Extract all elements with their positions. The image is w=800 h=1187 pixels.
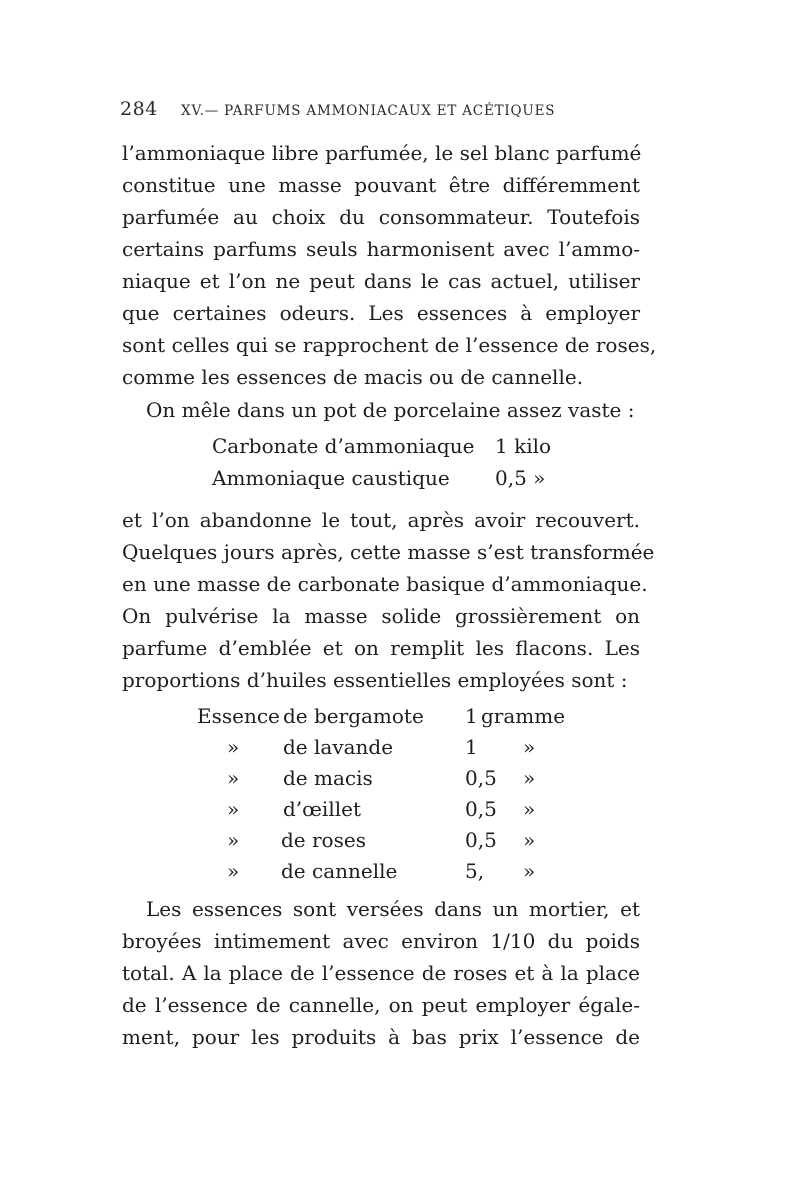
text-line: total. A la place de l’essence de roses et à la place bbox=[122, 961, 640, 985]
text-line: que certaines odeurs. Les essences à employer bbox=[122, 301, 640, 325]
ditto-mark: » bbox=[227, 828, 240, 852]
ingredient-unit: » bbox=[523, 828, 536, 852]
text-line: en une masse de carbonate basique d’ammoniaque. bbox=[122, 572, 648, 596]
text-line: comme les essences de macis ou de cannelle. bbox=[122, 365, 584, 389]
ingredient-unit: gramme bbox=[481, 704, 566, 728]
ingredient-qty: 0,5 » bbox=[495, 466, 546, 490]
ingredient-unit: » bbox=[523, 766, 536, 790]
page-number: 284 bbox=[120, 98, 158, 120]
page-header bbox=[120, 98, 580, 120]
ingredient-name: de roses bbox=[281, 828, 366, 852]
text-line: proportions d’huiles essentielles employées sont : bbox=[122, 668, 628, 692]
ingredient-qty: 0,5 bbox=[465, 797, 497, 821]
text-line: parfume d’emblée et on remplit les flacons. Les bbox=[122, 636, 640, 660]
ditto-mark: » bbox=[227, 735, 240, 759]
text-line: Quelques jours après, cette masse s’est transformée bbox=[122, 540, 655, 564]
text-line: niaque et l’on ne peut dans le cas actuel, utiliser bbox=[122, 269, 640, 293]
ingredient-name: de bergamote bbox=[283, 704, 424, 728]
text-line: On pulvérise la masse solide grossièrement on bbox=[122, 604, 640, 628]
text-line: parfumée au choix du consommateur. Toutefois bbox=[122, 205, 640, 229]
text-line: Les essences sont versées dans un mortier, et bbox=[146, 897, 640, 921]
ingredient-unit: » bbox=[523, 735, 536, 759]
text-line: de l’essence de cannelle, on peut employer égale- bbox=[122, 993, 640, 1017]
ingredient-name: Ammoniaque caustique bbox=[212, 466, 450, 490]
ingredient-unit: » bbox=[523, 797, 536, 821]
ingredient-qty: 1 kilo bbox=[495, 434, 552, 458]
ingredient-name: Carbonate d’ammoniaque bbox=[212, 434, 475, 458]
ingredient-name: de macis bbox=[283, 766, 373, 790]
ingredient-name: de cannelle bbox=[281, 859, 398, 883]
recipe-intro: On mêle dans un pot de porcelaine assez vaste : bbox=[146, 398, 635, 422]
ditto-mark: » bbox=[227, 859, 240, 883]
ingredient-name: d’œillet bbox=[283, 797, 361, 821]
text-line: l’ammoniaque libre parfumée, le sel blanc parfumé bbox=[122, 141, 642, 165]
ingredient-prefix: Essence bbox=[197, 704, 280, 728]
ditto-mark: » bbox=[227, 797, 240, 821]
ingredient-qty: 1 bbox=[465, 735, 478, 759]
ingredient-name: de lavande bbox=[283, 735, 394, 759]
text-line: broyées intimement avec environ 1/10 du poids bbox=[122, 929, 640, 953]
text-line: constitue une masse pouvant être différemment bbox=[122, 173, 640, 197]
ingredient-unit: » bbox=[523, 859, 536, 883]
ingredient-qty: 1 bbox=[465, 704, 478, 728]
ingredient-qty: 0,5 bbox=[465, 828, 497, 852]
text-line: sont celles qui se rapprochent de l’essence de roses, bbox=[122, 333, 657, 357]
ingredient-qty: 0,5 bbox=[465, 766, 497, 790]
text-line: et l’on abandonne le tout, après avoir recouvert. bbox=[122, 508, 640, 532]
ditto-mark: » bbox=[227, 766, 240, 790]
text-line: certains parfums seuls harmonisent avec l’ammo- bbox=[122, 237, 640, 261]
ingredient-qty: 5, bbox=[465, 859, 485, 883]
text-line: ment, pour les produits à bas prix l’essence de bbox=[122, 1025, 640, 1049]
running-title: XV.— PARFUMS AMMONIACAUX ET ACÉTIQUES bbox=[181, 103, 556, 119]
